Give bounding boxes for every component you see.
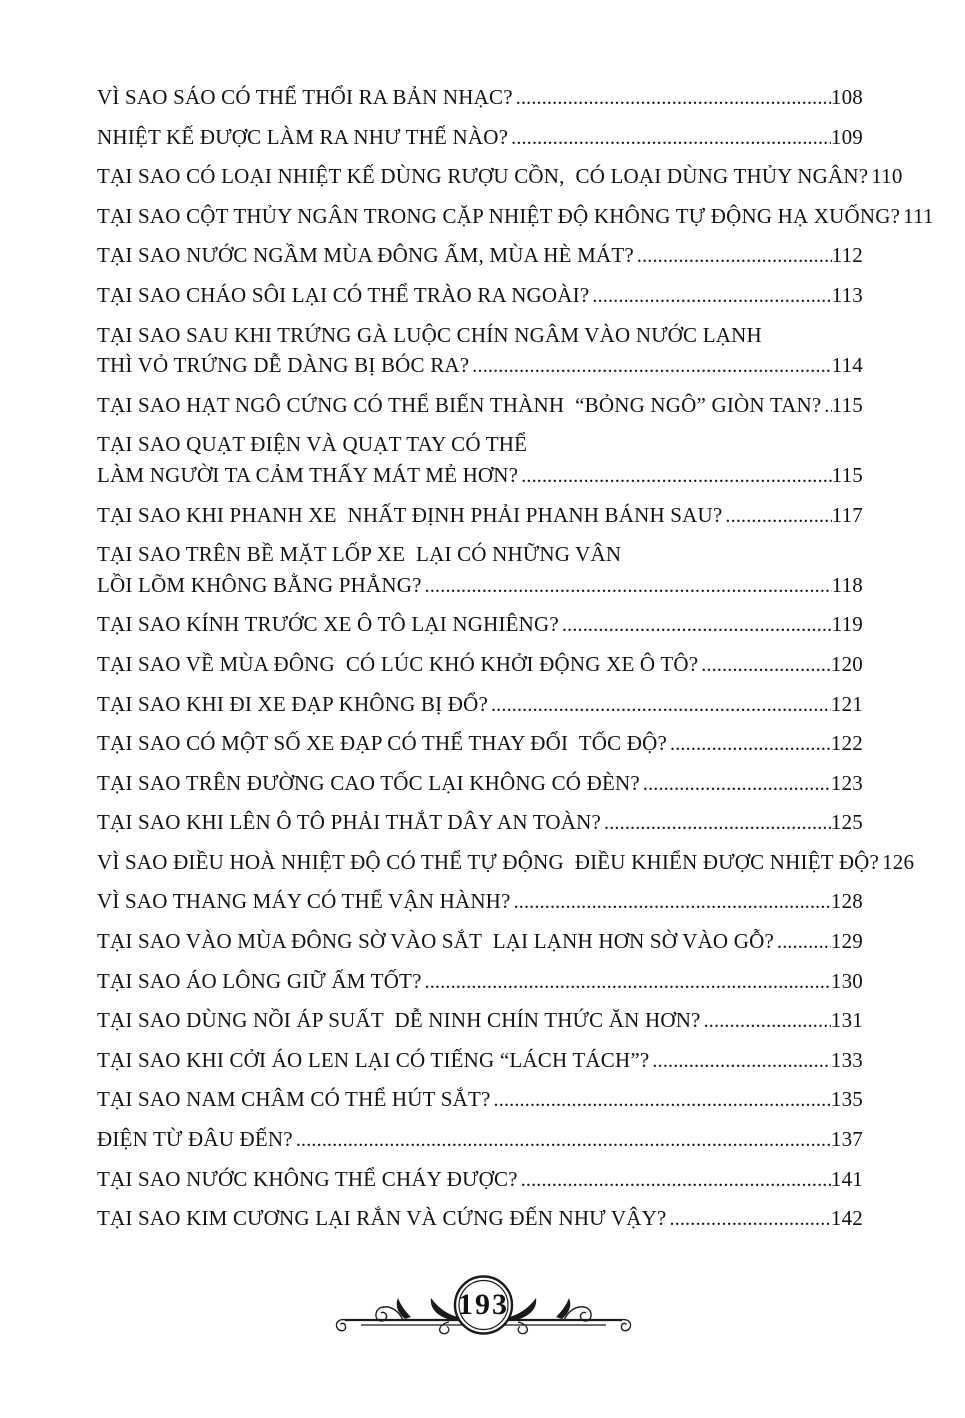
dot-leader <box>425 576 832 598</box>
toc-entry-row <box>97 203 934 229</box>
toc-entry-row <box>97 1208 863 1231</box>
toc-entry-row <box>97 164 903 189</box>
toc-entry-title: TẠI SAO KHI ĐI XE ĐẠP KHÔNG BỊ ĐỔ? <box>97 691 488 716</box>
toc-entry-title: VÌ SAO ĐIỀU HOÀ NHIỆT ĐỘ CÓ THỂ TỰ ĐỘNG ĐIỀU KHIỂN ĐƯỢC NHIỆT ĐỘ? <box>97 849 880 874</box>
toc-entry <box>97 392 863 418</box>
toc-entry-title: LỒI LÕM KHÔNG BẰNG PHẲNG? <box>97 572 422 597</box>
dot-leader <box>521 1170 831 1192</box>
dot-leader <box>777 932 831 954</box>
toc-entry <box>97 322 863 378</box>
toc-entry-title: TẠI SAO NAM CHÂM CÓ THỂ HÚT SẮT? <box>97 1087 491 1112</box>
dot-leader <box>701 655 831 677</box>
toc-entry <box>97 733 863 756</box>
toc-entry-page: 126 <box>882 849 915 874</box>
toc-entry-row <box>97 87 863 110</box>
toc-entry <box>97 770 863 796</box>
dot-leader <box>824 396 831 418</box>
dot-leader <box>562 615 832 637</box>
toc-list <box>97 85 934 1248</box>
toc-entry-title: TẠI SAO VÀO MÙA ĐÔNG SỜ VÀO SẮT LẠI LẠNH HƠN SỜ VÀO GỖ? <box>97 929 774 954</box>
toc-entry <box>97 1047 863 1073</box>
toc-entry-row <box>97 1129 863 1152</box>
toc-entry-page: 110 <box>871 164 903 189</box>
toc-entry-page: 131 <box>830 1008 863 1033</box>
dot-leader <box>604 813 831 835</box>
toc-entry-title: TẠI SAO TRÊN BỀ MẶT LỐP XE LẠI CÓ NHỮNG VÂN <box>97 542 622 567</box>
toc-entry-title: TẠI SAO CHÁO SÔI LẠI CÓ THỂ TRÀO RA NGOÀI? <box>97 282 590 307</box>
toc-entry-page: 118 <box>831 572 863 597</box>
toc-entry-page: 130 <box>830 968 863 993</box>
toc-entry-row <box>97 1010 863 1033</box>
dot-leader <box>669 1209 830 1231</box>
toc-entry-row <box>97 770 863 796</box>
toc-entry-page: 115 <box>831 462 863 487</box>
toc-entry-page: 125 <box>830 810 863 835</box>
toc-entry-title: TẠI SAO NƯỚC NGẦM MÙA ĐÔNG ẤM, MÙA HÈ MÁT? <box>97 243 634 268</box>
dot-leader <box>725 506 831 528</box>
toc-entry-title: TẠI SAO CÓ LOẠI NHIỆT KẾ DÙNG RƯỢU CỒN, CÓ LOẠI DÙNG THỦY NGÂN? <box>97 164 869 189</box>
footer-page-number: 193 <box>458 1288 509 1321</box>
toc-entry-page: 141 <box>830 1166 863 1191</box>
toc-entry-title: LÀM NGƯỜI TA CẢM THẤY MÁT MẺ HƠN? <box>97 462 519 487</box>
toc-entry-page: 113 <box>831 282 863 307</box>
toc-entry <box>97 124 863 150</box>
toc-entry <box>97 434 863 487</box>
toc-entry-title: VÌ SAO SÁO CÓ THỂ THỔI RA BẢN NHẠC? <box>97 85 513 109</box>
toc-entry-page: 111 <box>903 203 934 228</box>
dot-leader <box>652 1051 830 1073</box>
toc-entry-row <box>97 1166 863 1192</box>
dot-leader <box>491 695 831 717</box>
toc-entry <box>97 614 863 637</box>
toc-entry-page: 108 <box>830 85 863 109</box>
dot-leader <box>637 246 832 268</box>
toc-entry-row <box>97 968 863 994</box>
toc-entry-page: 123 <box>830 770 863 795</box>
toc-entry <box>97 849 915 875</box>
toc-entry <box>97 544 863 597</box>
dot-leader <box>472 356 831 378</box>
dot-leader <box>514 892 831 914</box>
toc-entry-title: TẠI SAO DÙNG NỒI ÁP SUẤT DỄ NINH CHÍN THỨC ĂN HƠN? <box>97 1008 701 1033</box>
toc-entry-page: 129 <box>830 929 863 954</box>
toc-entry <box>97 87 863 110</box>
toc-entry-page: 133 <box>830 1047 863 1072</box>
toc-entry-title: TẠI SAO TRÊN ĐƯỜNG CAO TỐC LẠI KHÔNG CÓ ĐÈN? <box>97 770 640 795</box>
toc-entry-page: 120 <box>830 651 863 676</box>
toc-entry-page: 117 <box>831 502 863 527</box>
dot-leader <box>516 88 831 110</box>
toc-entry-row <box>97 614 863 637</box>
toc-entry-row <box>97 1047 863 1073</box>
dot-leader <box>511 128 831 150</box>
toc-entry <box>97 164 903 189</box>
toc-entry-row <box>97 392 863 418</box>
toc-entry-row <box>97 124 863 150</box>
toc-entry-title: ĐIỆN TỪ ĐÂU ĐẾN? <box>97 1127 293 1152</box>
toc-entry-title: TẠI SAO NƯỚC KHÔNG THỂ CHÁY ĐƯỢC? <box>97 1166 518 1191</box>
toc-entry <box>97 245 863 268</box>
toc-entry-title: THÌ VỎ TRỨNG DỄ DÀNG BỊ BÓC RA? <box>97 353 470 378</box>
toc-entry <box>97 931 863 954</box>
dot-leader <box>296 1130 831 1152</box>
toc-entry-row <box>97 651 863 677</box>
dot-leader <box>704 1011 831 1033</box>
dot-leader <box>521 466 831 488</box>
toc-entry-page: 121 <box>830 691 863 716</box>
page-footer <box>333 1258 633 1353</box>
toc-entry-title: TẠI SAO SAU KHI TRỨNG GÀ LUỘC CHÍN NGÂM VÀO NƯỚC LẠNH <box>97 322 762 347</box>
toc-entry-row <box>97 849 915 875</box>
toc-entry <box>97 891 863 914</box>
toc-entry-page: 137 <box>830 1127 863 1152</box>
toc-entry-page: 119 <box>831 612 863 637</box>
dot-leader <box>670 734 831 756</box>
toc-entry <box>97 502 863 528</box>
toc-entry-page: 112 <box>831 243 863 268</box>
toc-entry <box>97 1089 863 1112</box>
dot-leader <box>592 286 831 308</box>
toc-entry-title: TẠI SAO QUẠT ĐIỆN VÀ QUẠT TAY CÓ THỂ <box>97 432 528 457</box>
toc-entry <box>97 282 863 308</box>
toc-entry-row <box>97 502 863 528</box>
toc-entry-page: 122 <box>830 731 863 756</box>
toc-entry-page: 115 <box>831 392 863 417</box>
toc-entry-row <box>97 812 863 835</box>
toc-entry-page: 128 <box>830 889 863 914</box>
toc-entry-row <box>97 322 863 347</box>
toc-entry-page: 114 <box>831 353 863 378</box>
toc-entry <box>97 812 863 835</box>
toc-entry-title: VÌ SAO THANG MÁY CÓ THỂ VẬN HÀNH? <box>97 889 511 914</box>
toc-entry-row <box>97 931 863 954</box>
toc-entry-row <box>97 355 863 378</box>
toc-entry-title: TẠI SAO CỘT THỦY NGÂN TRONG CẶP NHIỆT ĐỘ KHÔNG TỰ ĐỘNG HẠ XUỐNG? <box>97 203 901 228</box>
toc-entry <box>97 1129 863 1152</box>
toc-entry-row <box>97 891 863 914</box>
toc-entry-page: 135 <box>830 1087 863 1112</box>
toc-entry <box>97 1208 863 1231</box>
toc-entry-row <box>97 733 863 756</box>
toc-entry-row <box>97 462 863 488</box>
toc-entry-title: TẠI SAO ÁO LÔNG GIỮ ẤM TỐT? <box>97 968 422 993</box>
toc-entry-row <box>97 1089 863 1112</box>
toc-entry <box>97 203 934 229</box>
toc-entry-row <box>97 282 863 308</box>
toc-entry-title: TẠI SAO KHI LÊN Ô TÔ PHẢI THẮT DÂY AN TOÀN? <box>97 810 602 835</box>
toc-entry-row <box>97 245 863 268</box>
toc-entry-row <box>97 544 863 566</box>
toc-entry-row <box>97 434 863 456</box>
toc-entry <box>97 1166 863 1192</box>
toc-entry-page: 142 <box>830 1206 863 1231</box>
toc-entry-title: TẠI SAO KIM CƯƠNG LẠI RẮN VÀ CỨNG ĐẾN NHƯ VẬY? <box>97 1206 667 1231</box>
toc-entry <box>97 651 863 677</box>
toc-entry-title: NHIỆT KẾ ĐƯỢC LÀM RA NHƯ THẾ NÀO? <box>97 124 509 149</box>
toc-entry-row <box>97 691 863 717</box>
dot-leader <box>494 1090 831 1112</box>
toc-entry <box>97 968 863 994</box>
toc-entry-title: TẠI SAO KHI PHANH XE NHẤT ĐỊNH PHẢI PHANH BÁNH SAU? <box>97 502 723 527</box>
dot-leader <box>643 774 831 796</box>
toc-entry <box>97 1010 863 1033</box>
toc-entry-title: TẠI SAO VỀ MÙA ĐÔNG CÓ LÚC KHÓ KHỞI ĐỘNG XE Ô TÔ? <box>97 651 699 676</box>
dot-leader <box>425 972 831 994</box>
toc-entry-title: TẠI SAO HẠT NGÔ CỨNG CÓ THỂ BIẾN THÀNH “BỎNG NGÔ” GIÒN TAN? <box>97 392 822 417</box>
toc-entry-row <box>97 572 863 598</box>
toc-entry-title: TẠI SAO KHI CỞI ÁO LEN LẠI CÓ TIẾNG “LÁCH TÁCH”? <box>97 1047 650 1072</box>
toc-entry-page: 109 <box>830 124 863 149</box>
toc-entry-title: TẠI SAO CÓ MỘT SỐ XE ĐẠP CÓ THỂ THAY ĐỔI TỐC ĐỘ? <box>97 731 668 756</box>
toc-entry-title: TẠI SAO KÍNH TRƯỚC XE Ô TÔ LẠI NGHIÊNG? <box>97 612 559 637</box>
toc-entry <box>97 691 863 717</box>
